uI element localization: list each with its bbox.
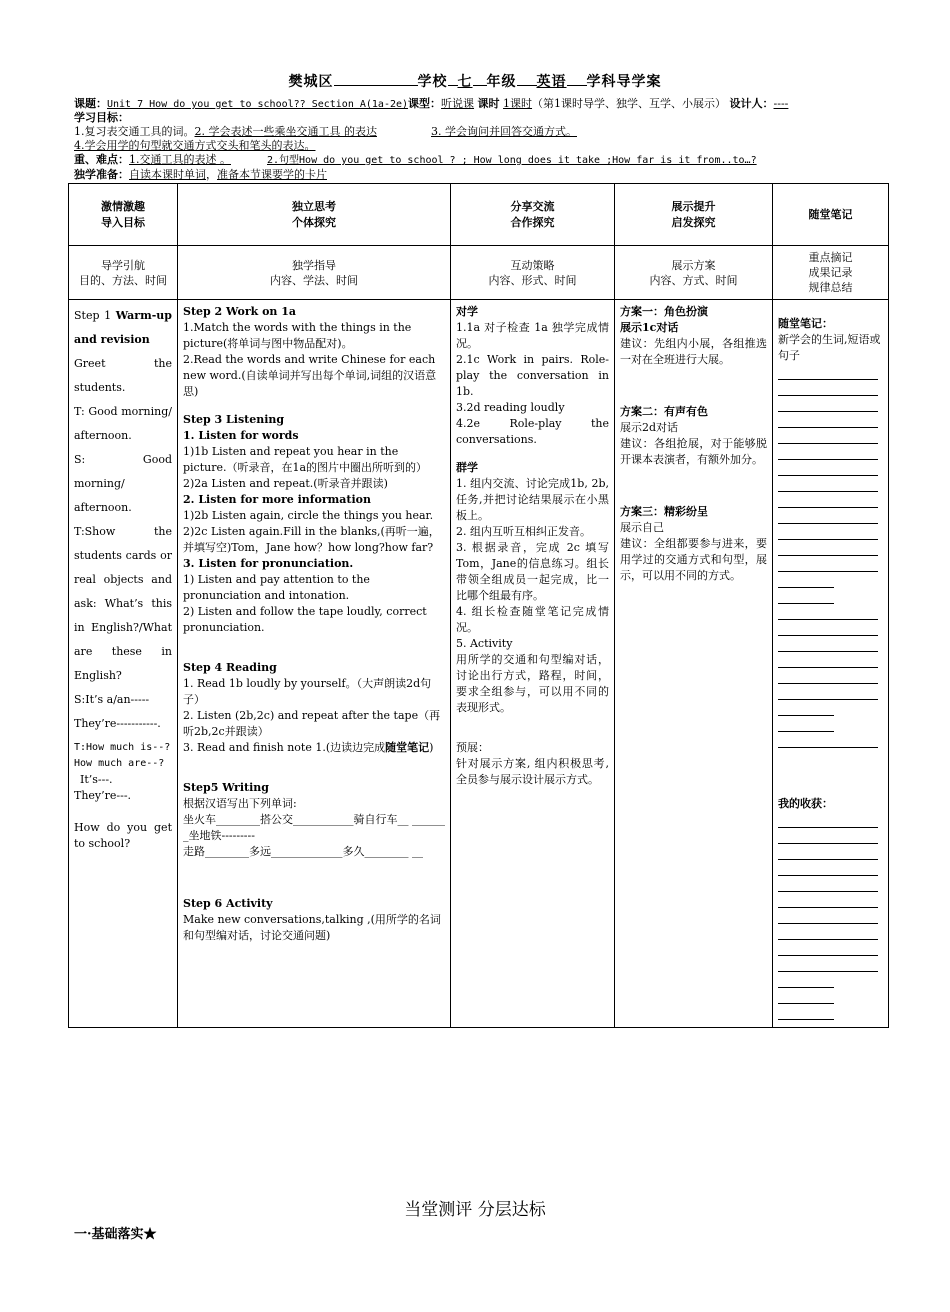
document-title [0, 71, 950, 91]
pair-study-item: 2.1c Work in pairs. Role-play the conversation in 1b. [456, 353, 609, 398]
topic-value: Unit 7 How do you get to school?? Section A(1a-2e) [107, 99, 409, 110]
group-study-item: 5. Activity [456, 637, 513, 650]
goal-3: 3. 学会询问并回答交通方式。 [431, 125, 577, 138]
writing-line [778, 860, 878, 876]
period-note: （第1课时导学、独学、互学、小展示） [532, 97, 727, 110]
warmup-line: T: Good morning/ afternoon. [74, 405, 172, 442]
harvest-title: 我的收获： [778, 797, 833, 810]
writing-line [778, 908, 878, 924]
pair-study-item: 4.2e Role-play the conversations. [456, 417, 609, 446]
period-value: 1课时 [503, 97, 533, 110]
step1-label: Step 1 [74, 309, 116, 322]
writing-line [778, 508, 878, 524]
goal-2: 2. 学会表述一些乘坐交通工具 的表达 [194, 125, 377, 138]
pair-study-item: 3.2d reading loudly [456, 401, 565, 414]
title-subject: 英语 [536, 74, 567, 90]
writing-line [778, 732, 878, 748]
writing-line [778, 972, 834, 988]
title-district: 樊城区 [288, 74, 334, 90]
writing-line [778, 716, 834, 732]
title-doc-type: 学科导学案 [586, 74, 662, 90]
group-study-item: 用所学的交通和句型编对话，讨论出行方式，路程，时间，要求全组参与，可以用不同的表现形式。 [456, 653, 609, 714]
preview-title: 预展： [456, 741, 489, 754]
plan-1-subtitle: 展示1c对话 [620, 321, 679, 334]
writing-line [778, 1004, 834, 1020]
writing-line [778, 476, 878, 492]
warmup-mono-line: How much are--? [74, 758, 165, 769]
plan-1-title: 方案一：角色扮演 [620, 305, 708, 318]
step3-heading: 1. Listen for words [183, 429, 299, 442]
cooperation-cell [451, 300, 615, 1028]
table-sub-header-row [69, 246, 889, 300]
step3-item: 1) Listen and pay attention to the pronunciation and intonation. [183, 573, 370, 602]
step2-item: 1.Match the words with the things in the picture(将单词与图中物品配对)。 [183, 321, 412, 350]
table-header-row [69, 184, 889, 246]
goals-line-2 [74, 139, 894, 153]
prep-2: 准备本节课要学的卡片 [217, 168, 327, 181]
header-cell-4: 展示提升 启发探究 [615, 184, 773, 246]
warmup-line: S: Good morning/ afternoon. [74, 453, 172, 514]
writing-line [778, 364, 878, 380]
sub-header-cell-3: 互动策略 内容、形式、时间 [451, 246, 615, 300]
step3-heading: 3. Listen for pronunciation. [183, 557, 354, 570]
writing-line [778, 492, 878, 508]
writing-line [778, 684, 878, 700]
step6-title: Step 6 Activity [183, 897, 273, 910]
title-blank-4 [517, 72, 537, 86]
step3-item: 2)2a Listen and repeat.(听录音并跟读) [183, 477, 388, 490]
writing-line [778, 812, 878, 828]
step2-item: 2.Read the words and write Chinese for each new word.(自读单词并写出每个单词,词组的汉语意思) [183, 353, 437, 398]
prep-separator: ， [206, 168, 217, 181]
section-basic: 一·基础落实★ [74, 1227, 157, 1242]
writing-line [778, 636, 878, 652]
plan-1-text: 建议：先组内小展，各组推选一对在全班进行大展。 [620, 337, 767, 366]
type-value: 听说课 [441, 97, 475, 110]
header-cell-2: 独立思考 个体探究 [178, 184, 451, 246]
step3-title: Step 3 Listening [183, 413, 285, 426]
preview-text: 针对展示方案, 组内积极思考,全员参与展示设计展示方式。 [456, 757, 609, 786]
writing-line [778, 988, 834, 1004]
prep-label: 独学准备： [74, 168, 129, 181]
step5-item: 坐火车________搭公交___________骑自行车__ _______坐地铁--------- [183, 813, 445, 842]
type-label: 课型： [408, 97, 442, 110]
notes-title: 随堂笔记： [778, 317, 833, 330]
writing-line [778, 924, 878, 940]
key-points-line [74, 153, 894, 168]
writing-line [778, 700, 834, 716]
title-blank-2 [448, 72, 458, 86]
writing-line [778, 652, 878, 668]
warmup-line: It’s---. [80, 773, 113, 786]
title-grade: 年级 [486, 74, 517, 90]
writing-line [778, 844, 878, 860]
presentation-cell [615, 300, 773, 1028]
warmup-line: They’re---. [74, 789, 132, 802]
plan-2-subtitle: 展示2d对话 [620, 421, 679, 434]
pair-study-title: 对学 [456, 305, 478, 318]
pair-study-item: 1.1a 对子检查 1a 独学完成情况。 [456, 321, 609, 350]
plan-3-text: 建议：全组都要参与进来，要用学过的交通方式和句型，展示，可以用不同的方式。 [620, 537, 767, 582]
writing-line [778, 396, 878, 412]
table-content-row [69, 300, 889, 1028]
assessment-title: 当堂测评 分层达标 [404, 1200, 546, 1220]
header-cell-1: 激情激趣 导入目标 [69, 184, 178, 246]
warmup-line: T:Show the students cards or real objects and ask: What’s this in English?/What are these in English? [74, 525, 172, 682]
writing-line [778, 876, 878, 892]
individual-study-cell [178, 300, 451, 1028]
writing-line [778, 572, 834, 588]
step5-item: 走路________多远_____________多久________ __ [183, 845, 423, 858]
writing-line [778, 412, 878, 428]
header-cell-5: 随堂笔记 [773, 184, 889, 246]
sub-header-cell-4: 展示方案 内容、方式、时间 [615, 246, 773, 300]
writing-line [778, 668, 878, 684]
plan-3-title: 方案三：精彩纷呈 [620, 505, 708, 518]
step5-title: Step5 Writing [183, 781, 269, 794]
goals-line-1 [74, 125, 894, 139]
step3-item: 2) Listen and follow the tape loudly, correct pronunciation. [183, 605, 427, 634]
step4-item: 1. Read 1b loudly by yourself。（大声朗读2d句子） [183, 677, 432, 706]
topic-line [74, 97, 894, 112]
warmup-mono-line: T:How much is--? [74, 742, 171, 753]
writing-line [778, 428, 878, 444]
header-cell-3: 分享交流 合作探究 [451, 184, 615, 246]
writing-line [778, 540, 878, 556]
warmup-cell [69, 300, 178, 1028]
warmup-line: S:It’s a/an----- [74, 693, 150, 706]
designer-label: 设计人： [729, 97, 774, 110]
notes-cell [773, 300, 889, 1028]
step4-title: Step 4 Reading [183, 661, 277, 674]
sub-header-cell-2: 独学指导 内容、学法、时间 [178, 246, 451, 300]
step3-heading: 2. Listen for more information [183, 493, 372, 506]
notes-text: 新学会的生词,短语或句子 [778, 333, 881, 362]
key-point-2: 2.句型How do you get to school ? ; How long does it take ;How far is it from..to…? [267, 155, 757, 166]
harvest-lines [778, 812, 883, 1020]
title-grade-number: 七 [457, 74, 473, 90]
period-label: 课时 [477, 97, 500, 110]
step2-title: Step 2 Work on 1a [183, 305, 297, 318]
writing-line [778, 940, 878, 956]
step4-item: 3. Read and finish note 1.(边读边完成随堂笔记) [183, 741, 434, 754]
warmup-line: Greet the students. [74, 357, 172, 394]
goal-4: 4.学会用学的句型就交通方式交头和笔头的表达。 [74, 139, 316, 152]
title-blank-3 [473, 72, 487, 86]
group-study-title: 群学 [456, 461, 478, 474]
group-study-item: 4. 组长检查随堂笔记完成情况。 [456, 605, 609, 634]
notes-lines [778, 364, 883, 748]
key-point-1: 1.交通工具的表述 。 [129, 153, 231, 166]
plan-2-text: 建议：各组抢展，对于能够脱开课本表演者，有额外加分。 [620, 437, 767, 466]
title-blank-1 [334, 72, 418, 86]
group-study-item: 3. 根据录音，完成 2c 填写Tom，Jane的信息练习。组长带领全组成员一起完成，比一比哪个组最有序。 [456, 541, 609, 602]
group-study-item: 1. 组内交流、讨论完成1b, 2b,任务,并把讨论结果展示在小黑板上。 [456, 477, 609, 522]
designer-value: ---- [773, 97, 789, 110]
writing-line [778, 828, 878, 844]
step4-item: 2. Listen (2b,2c) and repeat after the tape（再听2b,2c并跟读） [183, 709, 441, 738]
writing-line [778, 460, 878, 476]
goals-label-line [74, 111, 894, 125]
sub-header-cell-5: 重点摘记 成果记录 规律总结 [773, 246, 889, 300]
step6-item: Make new conversations,talking ,(用所学的名词和句型编对话，讨论交通问题) [183, 913, 441, 942]
writing-line [778, 588, 834, 604]
step5-item: 根据汉语写出下列单词: [183, 797, 297, 810]
writing-line [778, 556, 878, 572]
step3-item: 1)1b Listen and repeat you hear in the picture.（听录音，在1a的图片中圈出所听到的） [183, 445, 428, 474]
sub-header-cell-1: 导学引航 目的、方法、时间 [69, 246, 178, 300]
key-label: 重、难点： [74, 153, 129, 166]
step3-item: 1)2b Listen again, circle the things you hear. [183, 509, 434, 522]
title-blank-5 [567, 72, 587, 86]
plan-3-subtitle: 展示自己 [620, 521, 664, 534]
warmup-question: How do you get to school? [74, 821, 172, 850]
warmup-line: They’re-----------. [74, 717, 161, 730]
writing-line [778, 380, 878, 396]
writing-line [778, 604, 878, 620]
group-study-item: 2. 组内互听互相纠正发音。 [456, 525, 591, 538]
writing-line [778, 956, 878, 972]
writing-line [778, 620, 878, 636]
writing-line [778, 444, 878, 460]
writing-line [778, 524, 878, 540]
goal-1: 1.复习表交通工具的词。 [74, 125, 195, 138]
goals-label: 学习目标： [74, 111, 129, 124]
step1-title: Warm-up and revision [74, 309, 172, 346]
title-school: 学校 [417, 74, 448, 90]
step3-item: 2)2c Listen again.Fill in the blanks,(再听一遍，并填写空)Tom，Jane how？how long?how far? [183, 525, 440, 554]
writing-line [778, 892, 878, 908]
prep-1: 自读本课时单词 [129, 168, 206, 181]
plan-2-title: 方案二：有声有色 [620, 405, 708, 418]
lesson-plan-table [68, 183, 889, 1028]
topic-label: 课题： [74, 97, 107, 110]
prep-line [74, 168, 894, 182]
